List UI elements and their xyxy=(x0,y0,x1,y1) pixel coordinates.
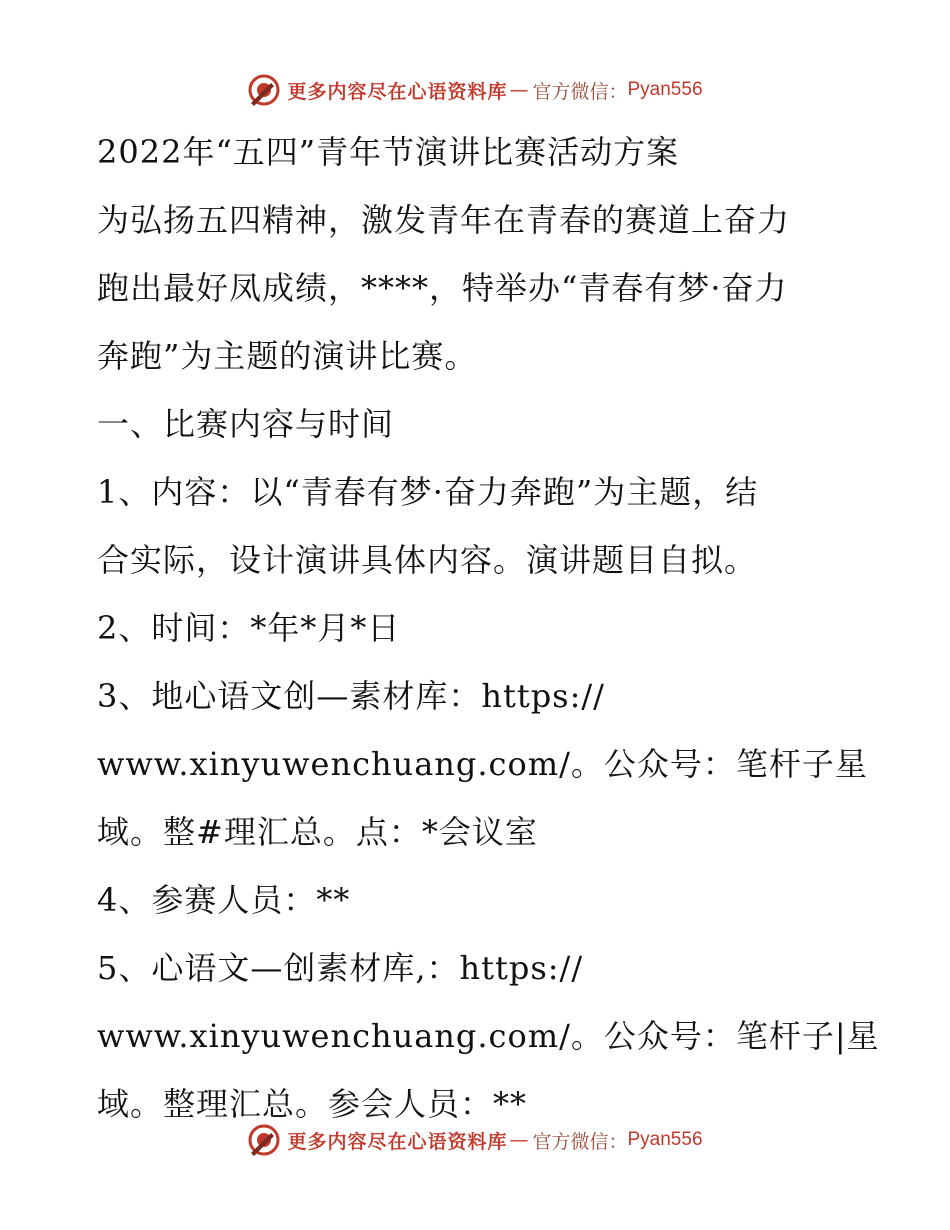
document-line: 跑出最好凤成绩，****，特举办“青春有梦·奋力 xyxy=(97,269,788,307)
document-line: www.xinyuwenchuang.com/。公众号：笔杆子|星 xyxy=(97,1017,880,1055)
document-line: 2、时间：*年*月*日 xyxy=(97,609,401,647)
section-heading: 一、比赛内容与时间 xyxy=(97,405,395,443)
document-line: 合实际，设计演讲具体内容。演讲题目自拟。 xyxy=(97,541,758,579)
document-line: 3、地心语文创—素材库：https:// xyxy=(97,677,605,715)
header-banner-label: 官方微信： xyxy=(532,80,628,103)
document-line: 1、内容：以“青春有梦·奋力奔跑”为主题，结 xyxy=(97,473,759,511)
document-body xyxy=(97,118,880,1138)
footer-banner-separator: — xyxy=(509,1129,529,1151)
header-banner-text: 更多内容尽在心语资料库 xyxy=(287,80,508,103)
pen-circle-logo-icon xyxy=(247,73,281,107)
footer-banner xyxy=(0,1120,950,1160)
document-line: 4、参赛人员：** xyxy=(97,881,351,919)
footer-banner-handle: Pyan556 xyxy=(627,1129,703,1150)
header-banner-separator: — xyxy=(509,79,529,101)
header-banner xyxy=(0,70,950,110)
pen-circle-logo-icon xyxy=(247,1123,281,1157)
header-banner-handle: Pyan556 xyxy=(627,79,703,100)
footer-banner-label: 官方微信： xyxy=(532,1130,628,1153)
document-line: 域。整理汇总。参会人员：** xyxy=(97,1085,528,1123)
document-line: www.xinyuwenchuang.com/。公众号：笔杆子星 xyxy=(97,745,868,783)
document-title: 2022年“五四”青年节演讲比赛活动方案 xyxy=(97,133,680,171)
document-line: 为弘扬五四精神，激发青年在青春的赛道上奋力 xyxy=(97,201,791,239)
document-line: 5、心语文—创素材库,：https:// xyxy=(97,949,584,987)
document-line: 奔跑”为主题的演讲比赛。 xyxy=(97,337,478,375)
footer-banner-text: 更多内容尽在心语资料库 xyxy=(287,1130,508,1153)
document-line: 域。整#理汇总。点：*会议室 xyxy=(97,813,538,851)
